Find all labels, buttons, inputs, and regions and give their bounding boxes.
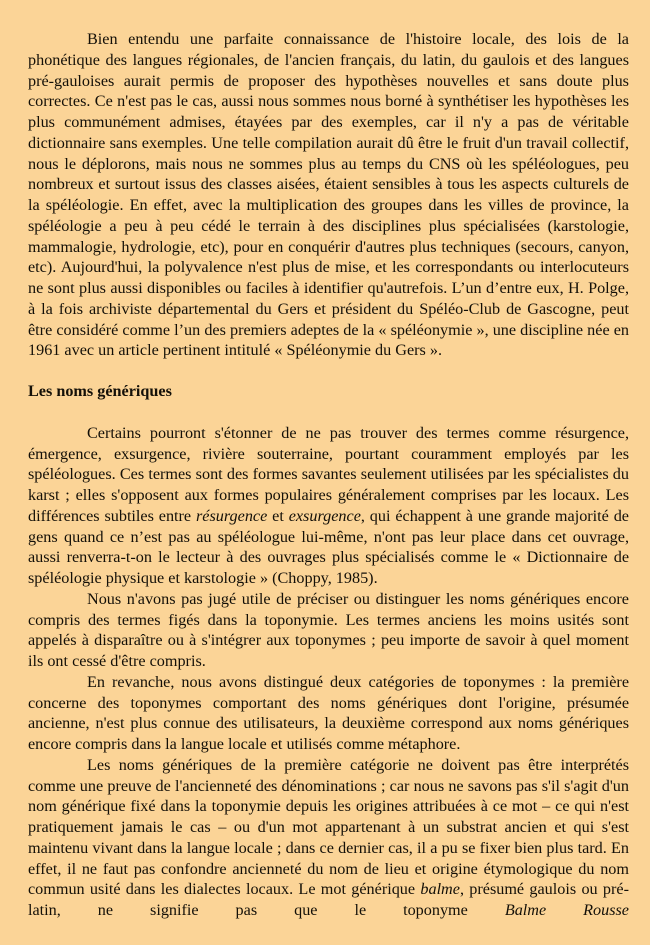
text-run: , qui échappent à une grande majorité de gens quand ce n’est pas au spéléologue lui-même, n'ont pas leur place dans cet ouvrage, aussi renverra-t-on le lecteur à des ouvrages plus spécialisés comme le « Dictionnaire de spéléologie physique et karstologie » (Choppy, 1985). [28, 506, 629, 587]
italic-term: balme [420, 880, 460, 899]
section-heading: Les noms génériques [28, 382, 172, 400]
paragraph-terms [28, 423, 629, 589]
paragraph-first-category [28, 755, 629, 921]
paragraph-generic-names: Nous n'avons pas jugé utile de préciser ou distinguer les noms génériques encore compris des termes figés dans la toponymie. Les termes anciens les moins usités sont appelés à disparaître ou à s'intégrer aux toponymes ; peu importe de savoir à quel moment ils ont cessé d'être compris. [28, 589, 629, 670]
italic-term: exsurgence [288, 506, 361, 525]
text-run: et [267, 506, 289, 525]
text-run: Les noms génériques de la première catégorie ne doivent pas être interprétés comme une preuve de l'ancienneté des dénominations ; car nous ne savons pas s'il s'agit d'un nom générique fixé dans la toponymie depuis les origines attribuées à ce mot – ce qui n'est pratiquement jamais le cas – ou d'un mot appartenant à un substrat ancien et qui s'est maintenu vivant dans la langue locale ; dans ce dernier cas, il a pu se fixer bien plus tard. En effet, il ne faut pas confondre ancienneté du nom de lieu et origine étymologique du nom commun usité dans les dialectes locaux. Le mot générique [28, 755, 629, 899]
text-run: Certains pourront s'étonner de ne pas trouver des termes comme résurgence, émergence, exsurgence, rivière souterraine, pourtant couramment employés par les spéléologues. Ces termes sont des formes savantes seulement utilisées par les spécialistes du karst ; elles s'opposent aux formes populaires généralement comprises par les locaux. Les différences subtiles entre [28, 423, 629, 525]
text-run: , présumé gaulois ou pré-latin, ne signifie pas que le toponyme [28, 880, 629, 919]
italic-term: Balme Rousse [504, 901, 629, 919]
italic-term: résurgence [195, 506, 268, 525]
document-page [28, 29, 629, 921]
intro-paragraph: Bien entendu une parfaite connaissance de l'histoire locale, des lois de la phonétique des langues régionales, de l'ancien français, du latin, du gaulois et des langues pré-gauloises aurait permis de proposer des hypothèses nouvelles et sans doute plus correctes. Ce n'est pas le cas, aussi nous sommes nous borné à synthétiser les hypothèses les plus communément admises, étayées par des exemples, car il n'y a pas de véritable dictionnaire sans exemples. Une telle compilation aurait dû être le fruit d'un travail collectif, nous le déplorons, mais nous ne sommes plus au temps du CNS où les spéléologues, peu nombreux et surtout issus des classes aisées, étaient sensibles à tous les aspects culturels de la spéléologie. En effet, avec la multiplication des groupes dans les villes de province, la spéléologie a peu à peu cédé le terrain à des disciplines plus spécialisées (karstologie, mammalogie, hydrologie, etc), pour en conquérir d'autres plus techniques (secours, canyon, etc). Aujourd'hui, la polyvalence n'est plus de mise, et les correspondants ou interlocuteurs ne sont plus aussi disponibles ou faciles à identifier qu'autrefois. L’un d’entre eux, H. Polge, à la fois archiviste départemental du Gers et président du Spéléo-Club de Gascogne, peut être considéré comme l’un des premiers adeptes de la « spéléonymie », une discipline née en 1961 avec un article pertinent intitulé « Spéléonymie du Gers ». [28, 30, 629, 360]
paragraph-categories: En revanche, nous avons distingué deux catégories de toponymes : la première concerne des toponymes comportant des noms génériques dont l'origine, présumée ancienne, n'est plus connue des utilisateurs, la deuxième correspond aux noms génériques encore compris dans la langue locale et utilisés comme métaphore. [28, 672, 629, 753]
